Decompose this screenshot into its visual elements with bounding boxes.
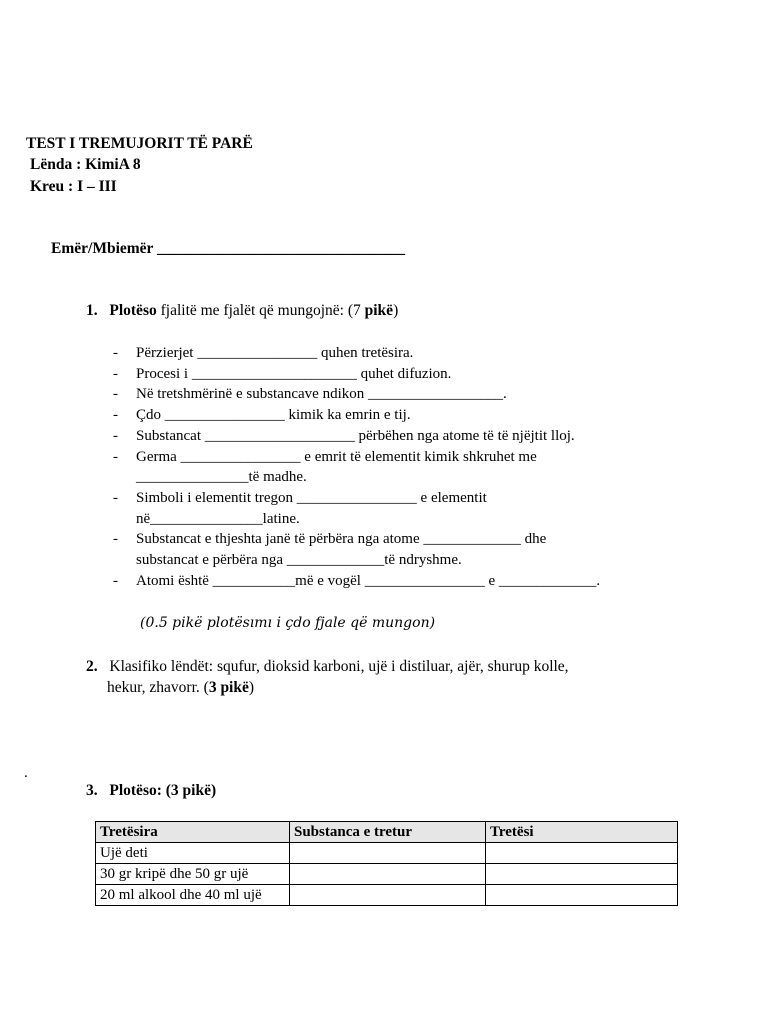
question-2-line-2-prefix: hekur, zhavorr. ( bbox=[107, 679, 209, 696]
question-1-list bbox=[113, 343, 713, 591]
list-item-line: - Simboli i elementit tregon ________________ e elementit bbox=[136, 489, 487, 506]
list-item-line: substancat e përbëra nga _____________të ndryshme. bbox=[136, 552, 462, 569]
question-2-number: 2. bbox=[86, 658, 98, 675]
question-3-heading bbox=[86, 782, 216, 800]
question-1-points: pikë bbox=[364, 302, 394, 319]
list-item bbox=[113, 405, 713, 426]
question-1-note: (0.5 pikë plotësımı i çdo fjale që mungon) bbox=[140, 615, 436, 631]
list-item bbox=[113, 488, 713, 529]
subject-line: Lënda : KimiA 8 bbox=[30, 156, 141, 173]
question-2 bbox=[86, 656, 569, 698]
table-cell: Ujë deti bbox=[96, 843, 290, 864]
list-item bbox=[113, 447, 713, 488]
list-item-line: në_______________latine. bbox=[136, 510, 300, 527]
test-title: TEST I TREMUJORIT TË PARË bbox=[26, 135, 253, 152]
table-row bbox=[96, 864, 678, 885]
list-item bbox=[113, 426, 713, 447]
list-item-line: - Në tretshmërinë e substancave ndikon __________________. bbox=[136, 386, 507, 403]
list-item-line: - Germa ________________ e emrit të elementit kimik shkruhet me bbox=[136, 448, 537, 465]
list-item-line: - Substancat ____________________ përbëhen nga atome të të njëjtit lloj. bbox=[136, 427, 575, 444]
question-1-title-rest: fjalitë me fjalët që mungojnë: (7 bbox=[156, 302, 365, 319]
table-header-cell: Substanca e tretur bbox=[290, 822, 486, 843]
table-cell-input[interactable] bbox=[290, 885, 486, 906]
question-2-line-1: Klasifiko lëndët: squfur, dioksid karboni, ujë i distiluar, ajër, shurup kolle, bbox=[109, 658, 569, 675]
table-header-cell: Tretësi bbox=[486, 822, 678, 843]
question-3-title: Plotëso: (3 pikë) bbox=[109, 782, 217, 799]
table-cell: 30 gr kripë dhe 50 gr ujë bbox=[96, 864, 290, 885]
question-1-title-end: ) bbox=[393, 302, 399, 319]
table-row bbox=[96, 885, 678, 906]
table-cell: 20 ml alkool dhe 40 ml ujë bbox=[96, 885, 290, 906]
list-item bbox=[113, 384, 713, 405]
table-header-cell: Tretësira bbox=[96, 822, 290, 843]
table-cell-input[interactable] bbox=[486, 843, 678, 864]
table-row bbox=[96, 843, 678, 864]
list-item-line: - Përzierjet ________________ quhen tretësira. bbox=[136, 345, 414, 361]
table-cell-input[interactable] bbox=[290, 864, 486, 885]
chapter-line: Kreu : I – III bbox=[30, 178, 117, 195]
question-1-heading bbox=[86, 302, 398, 320]
list-item-line: - Procesi i ______________________ quhet difuzion. bbox=[136, 365, 452, 382]
name-field-line: Emër/Mbiemër ________________________________ bbox=[51, 240, 406, 257]
question-2-line-2-suffix: ) bbox=[248, 679, 255, 696]
table-cell-input[interactable] bbox=[486, 885, 678, 906]
list-item bbox=[113, 571, 713, 592]
list-item-line: - Atomi është ___________më e vogël ________________ e _____________. bbox=[136, 572, 601, 589]
list-item-line: - Çdo ________________ kimik ka emrin e tij. bbox=[136, 407, 411, 424]
list-item bbox=[113, 529, 713, 570]
table-cell-input[interactable] bbox=[486, 864, 678, 885]
list-item-line: - Substancat e thjeshta janë të përbëra nga atome _____________ dhe bbox=[136, 531, 547, 548]
list-item bbox=[113, 343, 713, 364]
question-1-title-bold: Plotëso bbox=[109, 302, 157, 319]
table-header-row bbox=[96, 822, 678, 843]
table-cell-input[interactable] bbox=[290, 843, 486, 864]
classification-table bbox=[95, 821, 678, 906]
question-2-points: 3 pikë bbox=[208, 679, 249, 696]
question-3-number: 3. bbox=[86, 782, 98, 799]
stray-dot: . bbox=[24, 765, 28, 781]
list-item-line: _______________të madhe. bbox=[136, 469, 307, 486]
question-1-number: 1. bbox=[86, 302, 98, 319]
list-item bbox=[113, 364, 713, 385]
